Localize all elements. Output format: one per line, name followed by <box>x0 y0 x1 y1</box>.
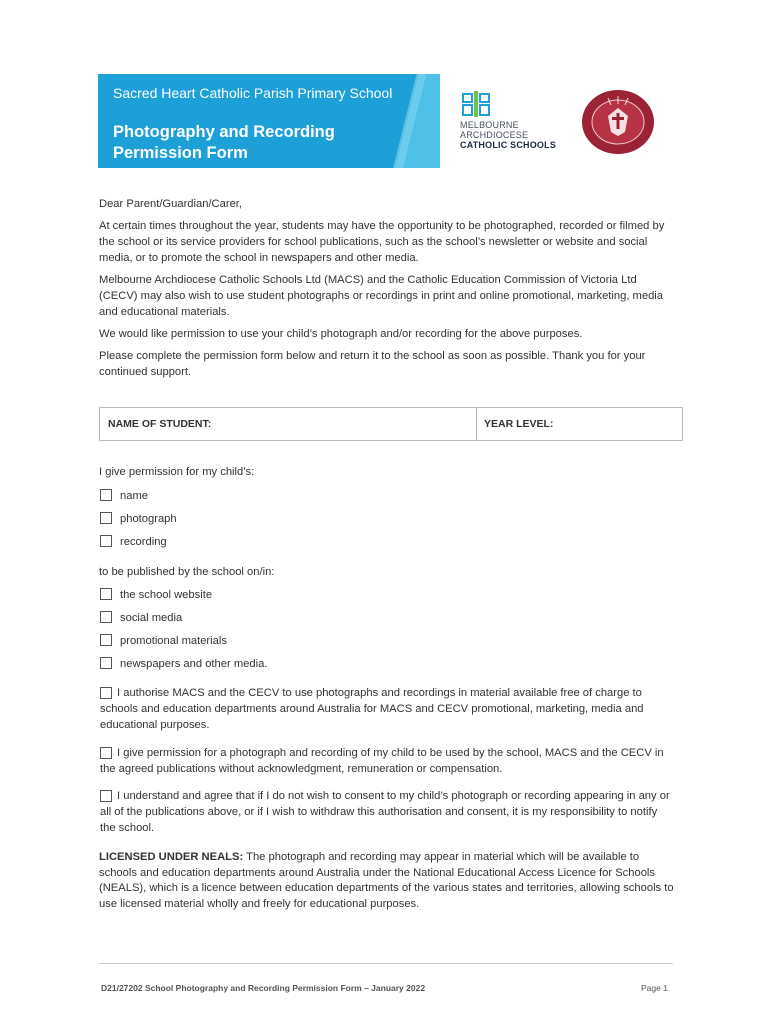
consent-text: I give permission for a photograph and recording of my child to be used by the school, MACS and the CECV in the agreed publications without acknowledgment, remuneration or compensation. <box>100 747 664 775</box>
option-label: promotional materials <box>120 635 227 647</box>
intro-paragraph-1: At certain times throughout the year, students may have the opportunity to be photographed, recorded or filmed by the school or its service providers for school publications, such as the school’s newsletter or website and social media, or to promote the school in newspapers and other media. <box>99 220 665 264</box>
footer-page-number: Page 1 <box>641 983 668 993</box>
option-label: the school website <box>120 589 213 601</box>
option-label: social media <box>120 612 183 624</box>
school-name: Sacred Heart Catholic Parish Primary School <box>113 85 393 101</box>
intro-paragraph-4: Please complete the permission form below and return it to the school as soon as possible. Thank you for your continued support. <box>99 350 646 378</box>
school-crest <box>578 86 658 158</box>
neals-text: The photograph and recording may appear in material which will be available to schools and education departments around Australia under the National Educational Access Licence for Schools (NEALS), which is a licence between education departments of the various states and territories, allowing schools to use licensed material wholly and freely for educational purposes. <box>99 851 674 910</box>
option-label: name <box>120 490 148 502</box>
macs-line3: CATHOLIC SCHOOLS <box>460 140 557 150</box>
consent-no-compensation-checkbox[interactable] <box>100 747 112 759</box>
year-level-label: YEAR LEVEL: <box>484 418 554 430</box>
social-media-checkbox[interactable] <box>100 611 112 623</box>
consent-withdraw-checkbox[interactable] <box>100 790 112 802</box>
form-title: Photography and Recording Permission Form <box>113 123 335 162</box>
publish-intro: to be published by the school on/in: <box>99 566 275 578</box>
footer-divider <box>99 963 673 964</box>
title-banner <box>98 74 440 168</box>
consent-withdraw <box>100 788 670 836</box>
macs-line2: ARCHDIOCESE <box>460 130 529 140</box>
macs-cross-icon <box>461 90 491 118</box>
consent-text: I authorise MACS and the CECV to use photographs and recordings in material available free of charge to schools and education departments around Australia for MACS and CECV promotional, marketing, media and educational purposes. <box>100 687 644 731</box>
intro-paragraph-3: We would like permission to use your child’s photograph and/or recording for the above purposes. <box>99 328 583 340</box>
consent-text: I understand and agree that if I do not wish to consent to my child’s photograph or recording appearing in any or all of the publications above, or if I wish to withdraw this authorisation and consent, it is my responsibility to notify the school. <box>100 790 670 834</box>
school-website-checkbox[interactable] <box>100 588 112 600</box>
student-details-table <box>99 407 683 441</box>
recording-checkbox[interactable] <box>100 535 112 547</box>
newspapers-checkbox[interactable] <box>100 657 112 669</box>
student-name-cell[interactable] <box>100 408 477 440</box>
neals-notice <box>99 850 674 912</box>
name-checkbox[interactable] <box>100 489 112 501</box>
student-name-label: NAME OF STUDENT: <box>108 418 212 430</box>
option-label: newspapers and other media. <box>120 658 268 670</box>
macs-logo <box>460 90 580 154</box>
year-level-cell[interactable] <box>477 408 682 440</box>
greeting: Dear Parent/Guardian/Carer, <box>99 198 243 210</box>
option-label: photograph <box>120 513 177 525</box>
consent-macs-cecv-checkbox[interactable] <box>100 687 112 699</box>
intro-paragraph-2: Melbourne Archdiocese Catholic Schools Ltd (MACS) and the Catholic Education Commission of Victoria Ltd (CECV) may also wish to use student photographs or recordings in print and online promotional, marketing, media and educational materials. <box>99 274 664 318</box>
option-label: recording <box>120 536 167 548</box>
consent-macs-cecv <box>100 685 670 733</box>
neals-label: LICENSED UNDER NEALS: <box>99 851 244 863</box>
footer-document-id: D21/27202 School Photography and Recording Permission Form – January 2022 <box>101 983 426 993</box>
photograph-checkbox[interactable] <box>100 512 112 524</box>
permission-intro: I give permission for my child’s: <box>99 466 255 478</box>
consent-no-compensation <box>100 745 670 777</box>
promotional-materials-checkbox[interactable] <box>100 634 112 646</box>
form-header <box>98 74 672 168</box>
macs-line1: MELBOURNE <box>460 120 519 130</box>
